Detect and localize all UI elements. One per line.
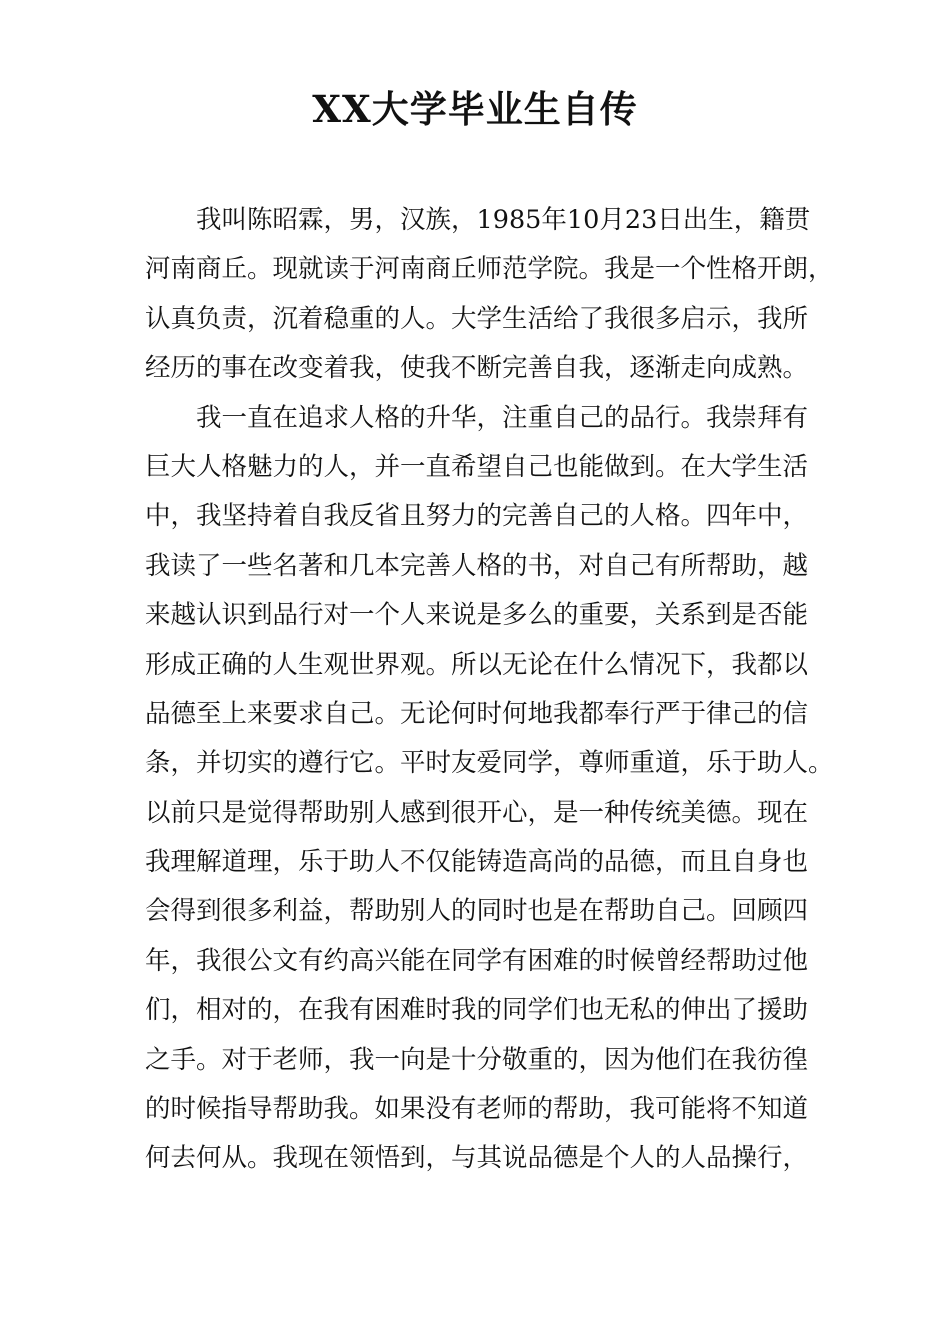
paragraph-line: 们，相对的，在我有困难时我的同学们也无私的伸出了援助 <box>145 995 809 1026</box>
paragraph-line: 我一直在追求人格的升华，注重自己的品行。我崇拜有 <box>196 402 809 433</box>
paragraph-line: 年，我很公文有约高兴能在同学有困难的时候曾经帮助过他 <box>145 945 809 976</box>
paragraph-line: 中，我坚持着自我反省且努力的完善自己的人格。四年中， <box>145 501 809 532</box>
paragraph-line: 巨大人格魅力的人，并一直希望自己也能做到。在大学生活 <box>145 451 809 482</box>
document-body <box>145 196 834 1184</box>
paragraph-line: 的时候指导帮助我。如果没有老师的帮助，我可能将不知道 <box>145 1094 809 1125</box>
paragraph-line: 以前只是觉得帮助别人感到很开心，是一种传统美德。现在 <box>145 797 809 828</box>
paragraph-line: 何去何从。我现在领悟到，与其说品德是个人的人品操行， <box>145 1143 809 1174</box>
paragraph-line: 我理解道理，乐于助人不仅能铸造高尚的品德，而且自身也 <box>145 847 809 878</box>
paragraph-line: 形成正确的人生观世界观。所以无论在什么情况下，我都以 <box>145 649 809 680</box>
document-title: XX大学毕业生自传 <box>312 87 638 131</box>
paragraph-line: 河南商丘。现就读于河南商丘师范学院。我是一个性格开朗， <box>145 254 834 285</box>
paragraph-line: 条，并切实的遵行它。平时友爱同学，尊师重道，乐于助人。 <box>145 748 834 779</box>
paragraph-line: 我叫陈昭霖，男，汉族，1985年10月23日出生，籍贯 <box>196 205 811 235</box>
paragraph-line: 经历的事在改变着我，使我不断完善自我，逐渐走向成熟。 <box>145 353 809 384</box>
paragraph-line: 认真负责，沉着稳重的人。大学生活给了我很多启示，我所 <box>145 303 809 334</box>
paragraph-line: 品德至上来要求自己。无论何时何地我都奉行严于律己的信 <box>145 698 809 729</box>
paragraph-line: 之手。对于老师，我一向是十分敬重的，因为他们在我彷徨 <box>145 1044 809 1075</box>
paragraph-line: 来越认识到品行对一个人来说是多么的重要，关系到是否能 <box>145 600 809 631</box>
paragraph-line: 我读了一些名著和几本完善人格的书，对自己有所帮助，越 <box>145 550 809 581</box>
paragraph-line: 会得到很多利益，帮助别人的同时也是在帮助自己。回顾四 <box>145 896 809 927</box>
